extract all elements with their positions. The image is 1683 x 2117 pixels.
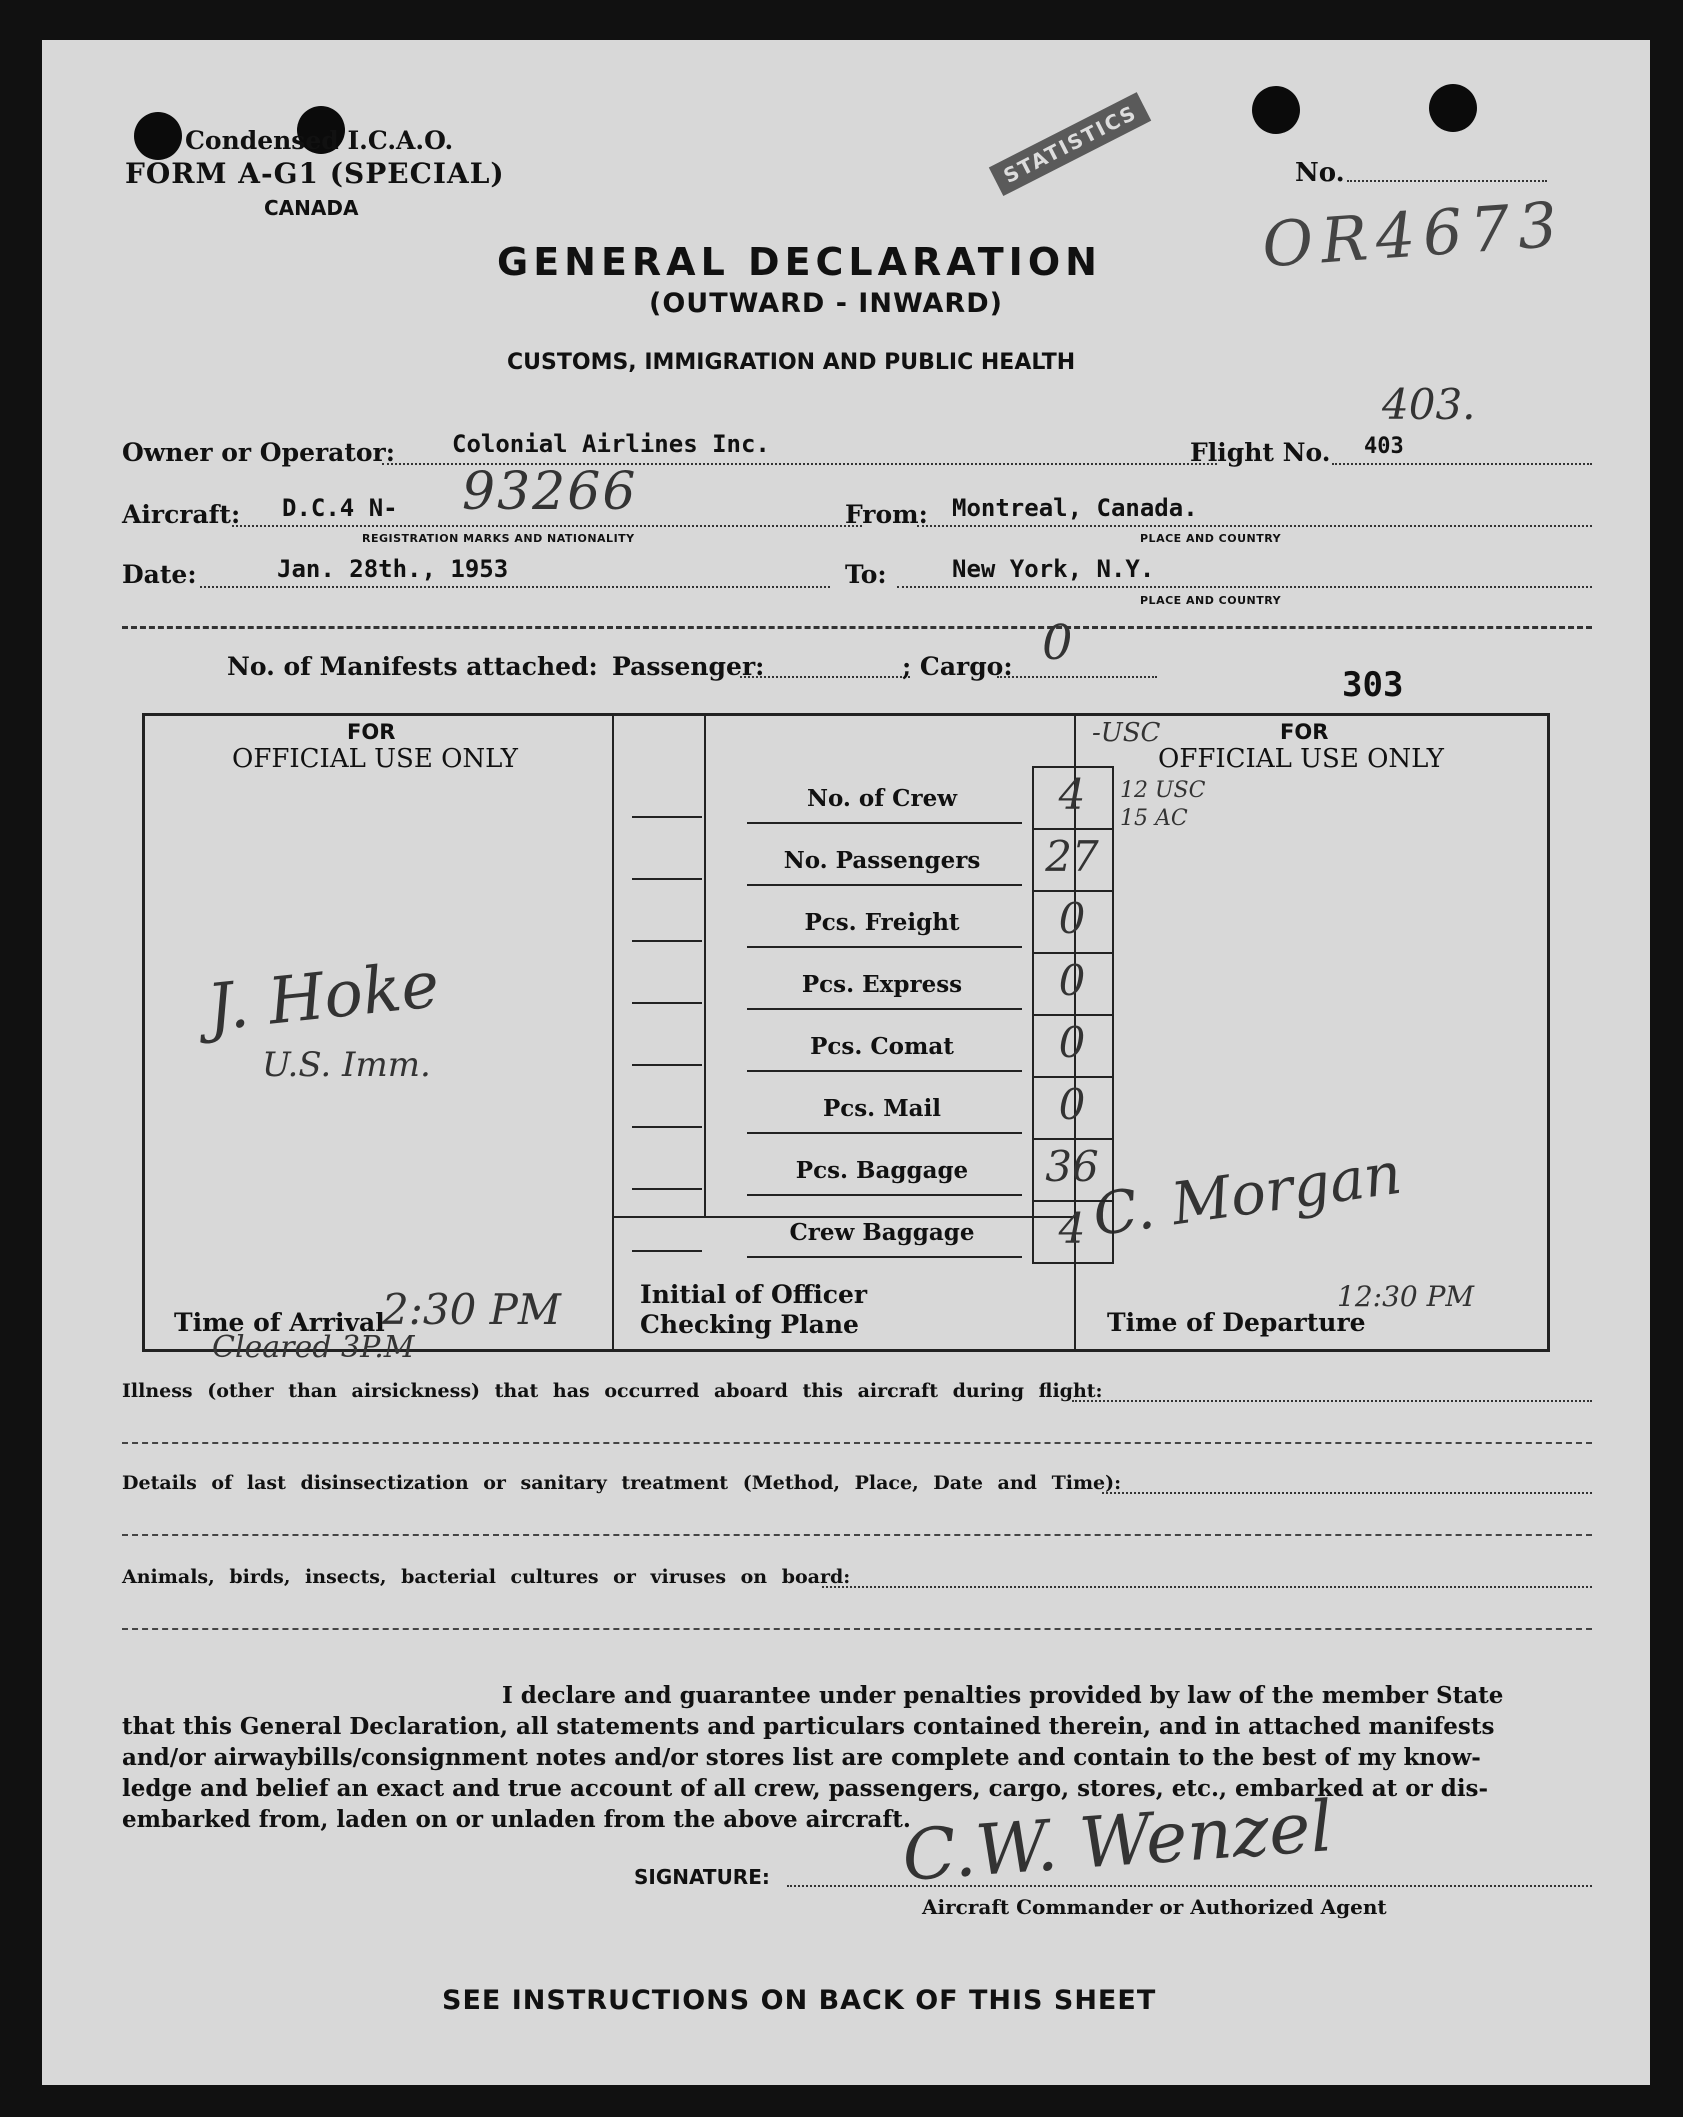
table-row-rule [747,1194,1022,1196]
crew-note: -USC [1092,718,1161,748]
disinsect-line [1102,1492,1592,1494]
arrival-value: 2:30 PM [382,1285,561,1334]
from-value: Montreal, Canada. [952,494,1198,522]
left-official-header: OFFICIAL USE ONLY [232,744,518,774]
pass-note-usc: 12 USC [1120,778,1206,803]
punch-hole [1429,84,1477,132]
aircraft-registration: 93266 [462,462,638,522]
page-purpose: CUSTOMS, IMMIGRATION AND PUBLIC HEALTH [507,350,1076,375]
to-value: New York, N.Y. [952,555,1155,583]
manifest-cargo-label: ; Cargo: [902,652,1013,681]
table-row-value: 27 [1045,832,1099,881]
manifests-label: No. of Manifests attached: [227,652,598,681]
declaration-line-5: embarked from, laden on or unladen from the above aircraft. [122,1806,911,1833]
table-row-value: 0 [1058,1018,1086,1067]
from-label: From: [845,500,928,529]
official-mark-line [632,1002,702,1004]
pass-note-ac: 15 AC [1120,806,1188,831]
no-line [1347,180,1547,182]
form-number: FORM A-G1 (SPECIAL) [125,157,505,190]
manifest-passenger-line [740,676,910,678]
declaration-line-2: that this General Declaration, all statements and particulars contained therein, and in attached manifests [122,1713,1495,1740]
date-value: Jan. 28th., 1953 [277,555,509,583]
right-signature: C. Morgan [1088,1138,1406,1250]
to-line [897,586,1592,588]
table-row-rule [747,1256,1022,1258]
table-row-label: Pcs. Baggage [795,1157,969,1184]
serial-number: 303 [1342,665,1404,705]
aircraft-line [232,525,862,527]
table-row-label: Pcs. Express [801,971,963,998]
left-for-label: FOR [347,720,396,744]
official-mark-line [632,878,702,880]
initial-label-1: Initial of Officer [640,1280,868,1309]
animals-line [822,1586,1592,1588]
disinsect-label: Details of last disinsectization or sanitary treatment (Method, Place, Date and Time): [122,1472,1122,1494]
table-row-label: No. Passengers [783,847,981,874]
table-row-value: 4 [1058,770,1086,819]
table-row-rule [747,1008,1022,1010]
table-row-rule [747,884,1022,886]
table-row-label: Pcs. Mail [822,1095,942,1122]
initial-label-2: Checking Plane [640,1310,859,1339]
aircraft-value: D.C.4 N- [282,494,398,522]
manifest-passenger-label: Passenger: [612,652,765,681]
official-mark-line [632,1188,702,1190]
table-row-label: Pcs. Freight [804,909,960,936]
official-mark-line [632,1250,702,1252]
from-caption: PLACE AND COUNTRY [1140,532,1282,545]
illness-label: Illness (other than airsickness) that has occurred aboard this aircraft during flight: [122,1380,1103,1402]
table-row-label: Crew Baggage [789,1219,975,1246]
handwritten-flight: 403. [1382,380,1476,429]
to-label: To: [845,560,887,589]
table-row-value: 0 [1058,1080,1086,1129]
official-mark-line [632,940,702,942]
commander-signature: C.W. Wenzel [899,1785,1336,1897]
disinsect-line-2 [122,1534,1592,1536]
official-mark-line [632,816,702,818]
illness-line [1072,1400,1592,1402]
manifest-cargo-line [997,676,1157,678]
section-divider [122,626,1592,629]
page-subtitle: (OUTWARD - INWARD) [649,288,1003,319]
illness-line-2 [122,1442,1592,1444]
declaration-line-3: and/or airwaybills/consignment notes and/or stores list are complete and contain to the best of my know- [122,1744,1481,1771]
punch-hole [1252,86,1300,134]
flight-line [1332,463,1592,465]
declaration-sheet [42,40,1650,2085]
registration-caption: REGISTRATION MARKS AND NATIONALITY [362,532,635,545]
table-row-value: 0 [1058,956,1086,1005]
cleared-value: Cleared 3P.M [212,1330,415,1365]
date-label: Date: [122,560,197,589]
owner-value: Colonial Airlines Inc. [452,430,770,458]
date-line [200,586,830,588]
animals-line-2 [122,1628,1592,1630]
official-mark-line [632,1064,702,1066]
table-row-label: Pcs. Comat [810,1033,954,1060]
right-official-header: OFFICIAL USE ONLY [1158,744,1444,774]
declaration-line-1: I declare and guarantee under penalties provided by law of the member State [502,1682,1504,1709]
officer-signature: J. Hoke [203,948,443,1046]
flight-label: Flight No. [1190,438,1331,467]
animals-label: Animals, birds, insects, bacterial cultures or viruses on board: [122,1566,851,1588]
table-row-rule [747,946,1022,948]
no-value: OR4673 [1259,187,1568,282]
declaration-line-4: ledge and belief an exact and true account of all crew, passengers, cargo, stores, etc., embarked at or dis- [122,1775,1489,1802]
declaration-text [122,1680,1592,1835]
form-country: CANADA [264,196,359,220]
departure-value: 12:30 PM [1337,1280,1475,1313]
no-label: No. [1295,158,1345,188]
flight-value: 403 [1364,434,1404,459]
signature-caption: Aircraft Commander or Authorized Agent [922,1895,1387,1919]
owner-label: Owner or Operator: [122,438,395,467]
statistics-stamp: STATISTICS [989,92,1152,196]
footer-instructions: SEE INSTRUCTIONS ON BACK OF THIS SHEET [442,1985,1157,2016]
manifest-cargo-value: 0 [1042,615,1073,671]
from-line [917,525,1592,527]
punch-hole [134,112,182,160]
table-row-value: 36 [1045,1142,1099,1191]
table-row-rule [747,1132,1022,1134]
table-row-rule [747,822,1022,824]
official-mark-line [632,1126,702,1128]
arrival-label: Time of Arrival [174,1308,385,1337]
table-row-value: 4 [1058,1204,1086,1253]
signature-label: SIGNATURE: [634,1865,770,1889]
departure-label: Time of Departure [1107,1308,1366,1337]
aircraft-label: Aircraft: [122,500,241,529]
icao-condensed: Condensed I.C.A.O. [185,126,454,155]
to-caption: PLACE AND COUNTRY [1140,594,1282,607]
page-title: GENERAL DECLARATION [497,240,1102,284]
right-for-label: FOR [1280,720,1329,744]
table-row-rule [747,1070,1022,1072]
officer-title: U.S. Imm. [262,1045,431,1085]
table-row-label: No. of Crew [806,785,958,812]
table-row-value: 0 [1058,894,1086,943]
